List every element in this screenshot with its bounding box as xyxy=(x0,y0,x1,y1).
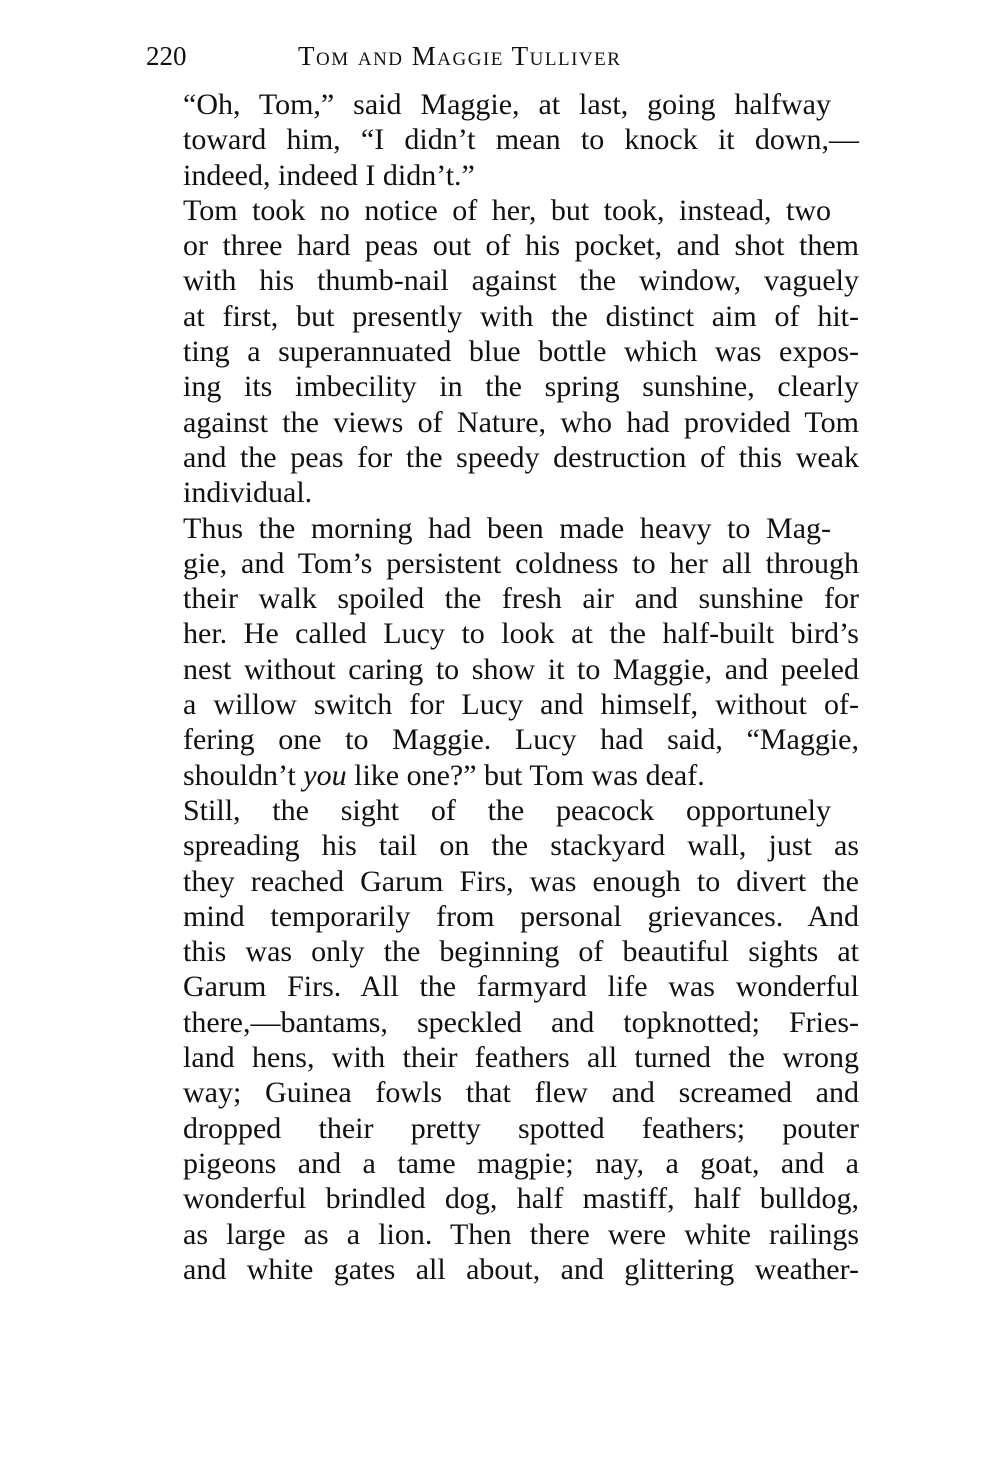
page-header xyxy=(146,38,866,74)
text-line: Thus the morning had been made heavy to Mag- xyxy=(183,511,831,545)
text-line: wonderful brindled dog, half mastiff, half bulldog, xyxy=(183,1182,859,1216)
paragraph-1 xyxy=(155,87,859,193)
text-line: Garum Firs. All the farmyard life was wonderful xyxy=(183,970,859,1004)
text-line: toward him, “I didn’t mean to knock it down,— xyxy=(183,123,859,157)
text-line: and the peas for the speedy destruction of this weak xyxy=(183,440,859,474)
text-line: “Oh, Tom,” said Maggie, at last, going halfway xyxy=(183,88,831,121)
text-line: and white gates all about, and glittering weather- xyxy=(183,1252,859,1286)
text-line: Still, the sight of the peacock opportunely xyxy=(183,793,831,827)
text-line: land hens, with their feathers all turned the wrong xyxy=(183,1041,859,1075)
text-line: nest without caring to show it to Maggie, and peeled xyxy=(183,652,859,686)
text-line: ting a superannuated blue bottle which was expos- xyxy=(183,335,859,369)
text-line: Tom took no notice of her, but took, instead, two xyxy=(183,193,831,227)
text-line: at first, but presently with the distinct aim of hit- xyxy=(183,299,859,333)
text-line: their walk spoiled the fresh air and sunshine for xyxy=(183,582,859,616)
text-line: there,—bantams, speckled and topknotted; Fries- xyxy=(183,1005,859,1039)
text-line: spreading his tail on the stackyard wall, just as xyxy=(183,829,859,863)
text-line: her. He called Lucy to look at the half-built bird’s xyxy=(183,617,859,651)
text-line: against the views of Nature, who had provided Tom xyxy=(183,405,859,439)
text-line-with-emphasis xyxy=(155,758,859,793)
paragraph-3 xyxy=(155,511,859,793)
text-line: as large as a lion. Then there were white railings xyxy=(183,1217,859,1251)
text-line: pigeons and a tame magpie; nay, a goat, and a xyxy=(183,1146,859,1180)
text-line: ing its imbecility in the spring sunshine, clearly xyxy=(183,370,859,404)
text-line: this was only the beginning of beautiful sights at xyxy=(183,935,859,969)
text-line: or three hard peas out of his pocket, and shot them xyxy=(183,229,859,263)
paragraph-4 xyxy=(155,793,859,1287)
text-fragment: shouldn’t xyxy=(183,758,304,792)
paragraph-2 xyxy=(155,193,859,511)
page-number: 220 xyxy=(146,41,187,71)
text-line: gie, and Tom’s persistent coldness to her all through xyxy=(183,546,859,580)
text-line: way; Guinea fowls that flew and screamed and xyxy=(183,1076,859,1110)
text-line: a willow switch for Lucy and himself, without of- xyxy=(183,688,859,722)
text-fragment: like one?” but Tom was deaf. xyxy=(346,758,705,792)
body-text xyxy=(155,87,859,1287)
text-line: mind temporarily from personal grievances. And xyxy=(183,899,859,933)
text-line: dropped their pretty spotted feathers; pouter xyxy=(183,1111,859,1145)
text-line: indeed, indeed I didn’t.” xyxy=(183,158,475,192)
text-line: individual. xyxy=(183,476,313,510)
running-title: Tom and Maggie Tulliver xyxy=(298,41,622,71)
emphasized-word: you xyxy=(303,758,347,792)
text-line: they reached Garum Firs, was enough to divert the xyxy=(183,864,859,898)
text-line: with his thumb-nail against the window, vaguely xyxy=(183,264,859,298)
text-line: fering one to Maggie. Lucy had said, “Maggie, xyxy=(183,723,859,757)
